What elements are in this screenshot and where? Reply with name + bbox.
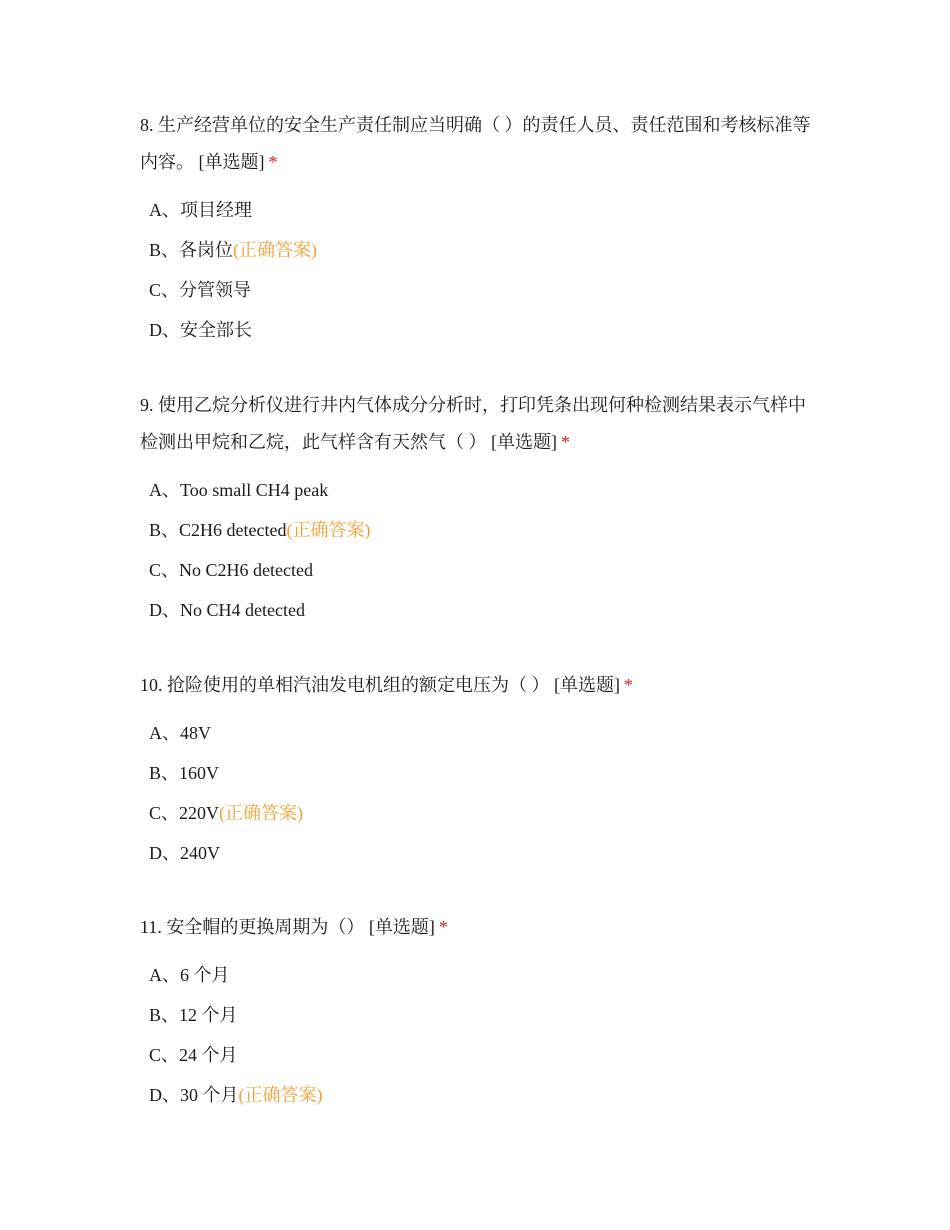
- option-b[interactable]: [140, 510, 820, 550]
- option-a[interactable]: [140, 713, 820, 753]
- option-prefix: D、: [149, 320, 180, 340]
- option-list: [140, 955, 820, 1115]
- option-prefix: D、: [149, 1085, 180, 1105]
- question-text: 生产经营单位的安全生产责任制应当明确（ ）的责任人员、责任范围和考核标准等内容。: [140, 115, 811, 172]
- correct-answer-label: (正确答案): [286, 520, 371, 540]
- option-d[interactable]: [140, 310, 820, 350]
- option-text: 分管领导: [179, 280, 252, 300]
- option-prefix: B、: [149, 240, 180, 260]
- option-prefix: C、: [149, 560, 180, 580]
- option-text: No CH4 detected: [180, 600, 305, 620]
- option-text: 220V: [179, 803, 220, 823]
- option-text: 安全部长: [180, 320, 252, 340]
- option-c[interactable]: [140, 793, 820, 833]
- option-prefix: C、: [149, 280, 180, 300]
- option-text: 12 个月: [179, 1005, 238, 1025]
- required-mark: *: [438, 917, 448, 937]
- option-d[interactable]: [140, 1075, 820, 1115]
- correct-answer-label: (正确答案): [233, 240, 318, 260]
- question-number: 11.: [140, 917, 162, 937]
- option-prefix: B、: [149, 763, 180, 783]
- option-text: C2H6 detected: [179, 520, 287, 540]
- option-list: [140, 713, 820, 873]
- option-text: 48V: [180, 723, 211, 743]
- option-prefix: D、: [149, 843, 180, 863]
- correct-answer-label: (正确答案): [219, 803, 304, 823]
- option-c[interactable]: [140, 550, 820, 590]
- option-text: 160V: [179, 763, 220, 783]
- option-a[interactable]: [140, 955, 820, 995]
- question-type-tag: [单选题]: [554, 675, 620, 695]
- option-prefix: D、: [149, 600, 180, 620]
- option-prefix: C、: [149, 1045, 180, 1065]
- option-text: 各岗位: [179, 240, 234, 260]
- question-title: [140, 107, 820, 181]
- question-11: [140, 909, 820, 1115]
- option-text: 24 个月: [179, 1045, 238, 1065]
- option-c[interactable]: [140, 270, 820, 310]
- option-text: 项目经理: [180, 200, 252, 220]
- option-d[interactable]: [140, 833, 820, 873]
- option-prefix: A、: [149, 723, 180, 743]
- option-prefix: A、: [149, 965, 180, 985]
- option-text: 30 个月: [180, 1085, 239, 1105]
- option-b[interactable]: [140, 230, 820, 270]
- option-prefix: B、: [149, 1005, 180, 1025]
- correct-answer-label: (正确答案): [238, 1085, 323, 1105]
- option-prefix: A、: [149, 480, 180, 500]
- option-prefix: A、: [149, 200, 180, 220]
- question-number: 10.: [140, 675, 163, 695]
- option-b[interactable]: [140, 753, 820, 793]
- question-type-tag: [单选题]: [198, 152, 265, 172]
- question-number: 9.: [140, 395, 154, 415]
- question-type-tag: [单选题]: [368, 917, 435, 937]
- required-mark: *: [624, 675, 633, 695]
- question-title: [140, 387, 820, 461]
- question-title: [140, 909, 820, 946]
- option-text: 6 个月: [180, 965, 230, 985]
- question-type-tag: [单选题]: [491, 432, 557, 452]
- option-a[interactable]: [140, 190, 820, 230]
- question-text: 抢险使用的单相汽油发电机组的额定电压为（ ）: [167, 675, 550, 695]
- option-prefix: B、: [149, 520, 180, 540]
- question-text: 使用乙烷分析仪进行井内气体成分分析时，打印凭条出现何种检测结果表示气样中检测出甲烷和乙烷，此气样含有天然气（ ）: [140, 395, 806, 452]
- option-b[interactable]: [140, 995, 820, 1035]
- question-number: 8.: [140, 115, 154, 135]
- question-8: [140, 107, 820, 350]
- option-text: No C2H6 detected: [179, 560, 313, 580]
- option-d[interactable]: [140, 590, 820, 630]
- option-list: [140, 190, 820, 350]
- option-list: [140, 470, 820, 630]
- option-a[interactable]: [140, 470, 820, 510]
- question-9: [140, 387, 820, 630]
- question-text: 安全帽的更换周期为（）: [166, 917, 365, 937]
- question-10: [140, 667, 820, 873]
- option-text: 240V: [180, 843, 220, 863]
- option-prefix: C、: [149, 803, 180, 823]
- required-mark: *: [561, 432, 570, 452]
- option-text: Too small CH4 peak: [180, 480, 329, 500]
- required-mark: *: [268, 152, 278, 172]
- option-c[interactable]: [140, 1035, 820, 1075]
- question-title: [140, 667, 820, 704]
